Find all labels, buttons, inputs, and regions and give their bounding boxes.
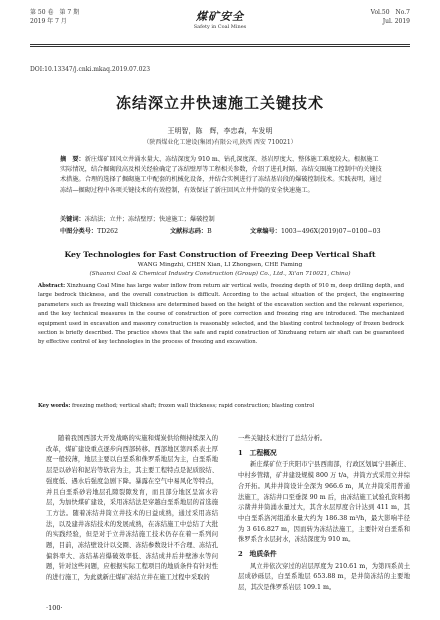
art-value: 1003−496X(2019)07−0100−03 [280,228,381,235]
volume-en: Vol.50 No.7 [370,9,410,16]
clc-value: TD262 [97,228,119,235]
keywords-en-label: Key words: [38,403,71,409]
abstract-cn-label: 摘 要： [60,156,85,163]
section-1-heading: 1 工程概况 [238,448,277,457]
date-cn: 2019 年 7 月 [30,18,67,25]
date-en: Jul. 2019 [382,18,410,25]
keywords-cn-label: 关键词： [60,216,85,223]
authors-cn: 王明智，陈 辉，李忠森，车发明 [167,127,273,135]
keywords-en-text: freezing method; vertical shaft; frozen wall thickness; rapid construction; blasting control [72,403,315,409]
body-left-column: 随着我国西部大开发战略的实施和煤炭供给侧持续深入的改革，煤矿建设重点逐步向西部转移。西部地区第四系表土厚度一般较薄，地层主要以白垩系和侏罗系地层为主，白垩系地层是以砂岩和泥岩等软岩为主，其主要工程特点是泥质胶结、强度低、遇水后强度急剧下降。暴露在空气中易风化等特点，并且白垩系砂岩地层孔隙裂隙发育，而且部分地区呈富水岩层，为加快煤矿建设，采用冻结法是穿越白垩系地层的首选施工方法。随着冻结井筒立井技术的日益成熟，通过采用冻结法，以及建井冻结技术的发展成熟，在冻结施工中总结了大批的实践经验，但是对于立井冻结施工技术仍存在着一系列问题，目前，冻结壁设计以交圈、冻结参数设计不合理、冻结孔偏斜率大、冻结基岩爆破效率低、冻结成井后井壁渗水等问题，针对这些问题，应根据实际工程项目的地质条件有针对性的进行施工，为此就新庄煤矿冻结立井在施工过程中采取的 [46,435,218,582]
section-1-text: 新庄煤矿位于庆阳市宁县西南部，行政区划属宁县新庄、中村乡管辖，矿井建设规模 800 万 t/a，井筒方式采用立井综合开拓。风井井筒设计全深为 966.6 m，风立井筒采用普通法施工，冻结井口至垂深 90 m 后，由冻结施工试验孔资料揭示凿井井筒涌水量过大，其含水层厚度合计达到 411 m，其中白垩系洛河组涌水量大约为 186.38 m³/h，最大影响半径为 3 616.827 m，因而转为冻结法施工，主要针对白垩系和侏罗系含水层封水，冻结深度为 910 m。 [238,461,410,544]
header-left [30,8,79,26]
art-label: 文章编号： [250,228,281,235]
keywords-cn-text: 冻结法；立井；冻结壁厚；快速施工；爆破控制 [84,216,215,223]
journal-title-en: Safety in Coal Mines [193,24,247,30]
volume-cn: 第 50 卷 第 7 期 [30,9,80,16]
authors-en: WANG Mingzhi, CHEN Xian, LI Zhongsen, CHE Faming [137,262,303,268]
abstract-en [38,282,404,348]
paper-title-en: Key Technologies for Fast Construction of Freezing Deep Vertical Shaft [64,250,376,259]
keywords-en [38,402,404,410]
clc-code [60,226,118,235]
clc-label: 中图分类号： [60,228,98,235]
affiliation-en: (Shaanxi Coal & Chemical Industry Construction (Group) Co., Ltd., Xi'an 710021, China) [89,271,351,277]
doc-label: 文献标志码： [170,228,208,235]
doc-code [170,226,212,235]
article-number [250,226,381,235]
abstract-cn [60,155,382,196]
doc-value: B [207,228,212,235]
intro-continuation: 一些关键技术进行了总结分析。 [238,435,327,442]
section-2-text: 风立井依次穿过的岩层厚度为 210.61 m，为第四系黄土层成砂砾层，白垩系地层 653.88 m，是井筒冻结的主要地层，其次是侏罗系岩层 109.1 m。 [238,562,410,592]
paper-title-cn: 冻结深立井快速施工关键技术 [115,94,324,112]
journal-logo [194,8,247,30]
keywords-cn [60,215,382,224]
journal-title-cn: 煤矿安全 [196,10,244,23]
abstract-en-text: Xinzhuang Coal Mine has large water inflow from return air vertical wells, freezing depth of 910 m, deep drilling depth, and large bedrock thickness, and the overall construction is difficult. According to the actual situation of the project, the engineering parameters such as freezing wall thickness are determined based on the height of the excavation section and the relevant experience, and the key technical measures in the course of construction of pore correction and freezing ring are introduced. The mechanized equipment used in excavation and masonry construction is reasonably selected, and the blasting control technology of frozen bedrock section is briefly described. The practice shows that the safe and rapid construction of Xinzhuang return air shaft can be guaranteed by effective control of key technologies in the process of freezing and excavation. [38,283,404,346]
header-right [371,8,410,26]
header-rule-bottom [30,46,410,47]
doi: DOI:10.13347/j.cnki.mkaq.2019.07.023 [30,66,151,73]
running-header [30,8,410,42]
abstract-en-label: Abstract: [38,283,66,289]
affiliation-cn: （陕西煤业化工建设(集团)有限公司,陕西 西安 710021） [143,139,297,146]
body-right-column [238,434,410,594]
abstract-cn-text: 新庄煤矿回风立井涌水量大、冻结深度为 910 m、钻孔深度深、基岩厚度大、整体施工难度较大。根据施工实际情况，结合掘砌段高及相关经验确定了冻结壁厚等工程相关参数，介绍了进孔时隔、冻结交圈施工控制中的关键技术措施。合理的选择了掘砌施工中配套的机械化设备，并结合实例进行了冻结基岩段的爆破控制技术。实践表明，通过冻结—掘砌过程中各项关键技术的有效控制，有效保证了新庄回风立井井筒的安全快速施工。 [60,156,382,194]
section-2-heading: 2 地质条件 [238,550,277,559]
page-number: ·100· [46,604,63,612]
header-rule-top [30,44,410,45]
